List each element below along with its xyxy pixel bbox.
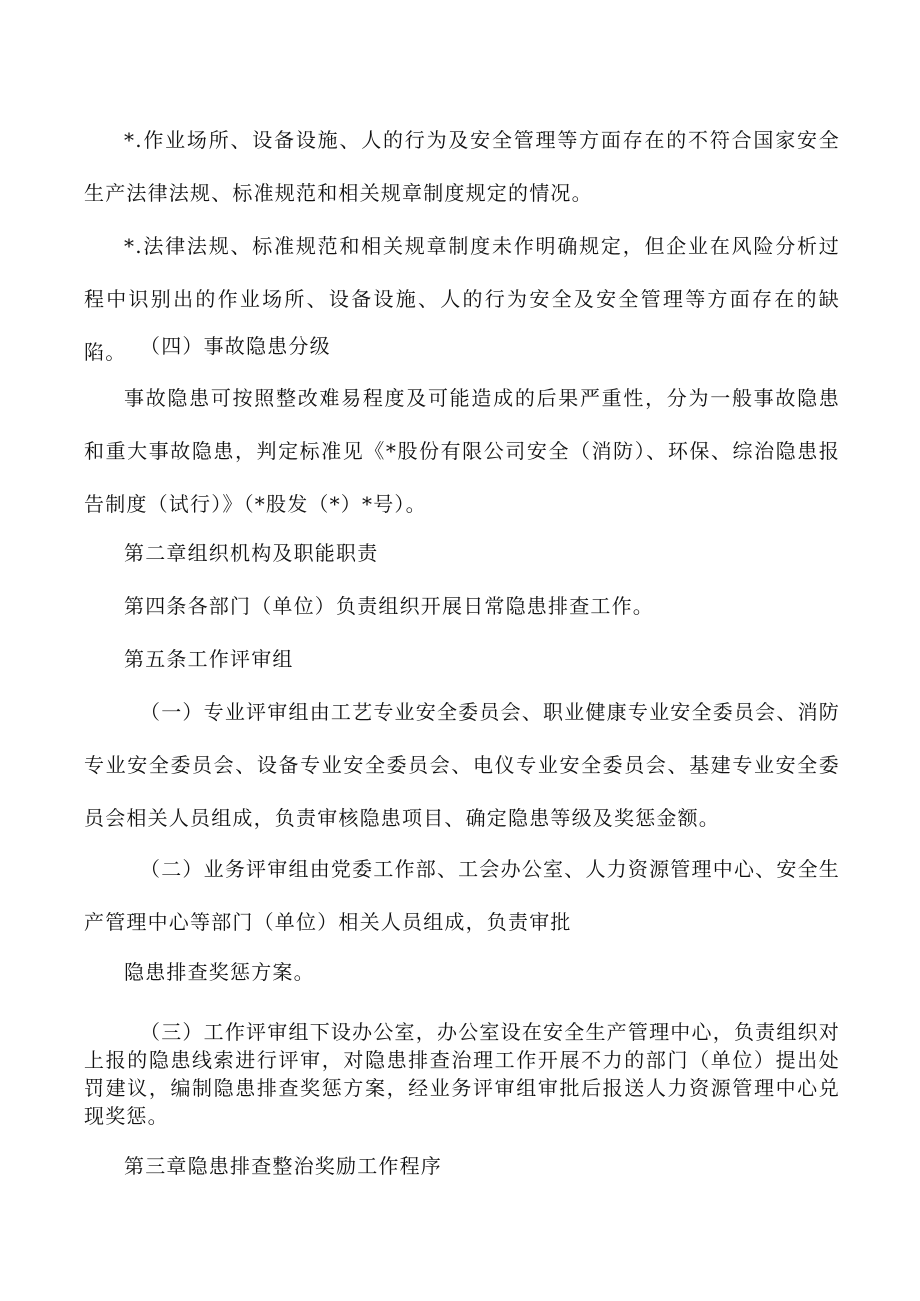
chapter-heading-2: 第二章组织机构及职能职责 bbox=[124, 541, 379, 565]
section-heading-hazard-classification: （四）事故隐患分级 bbox=[140, 334, 331, 358]
paragraph-professional-review-group: （一）专业评审组由工艺专业安全委员会、职业健康专业安全委员会、消防专业安全委员会、设备专业安全委员会、电仪专业安全委员会、基建专业安全委员会相关人员组成，负责审核隐患项目、确定隐患等级及奖惩金额。 bbox=[84, 700, 840, 830]
article-5-heading: 第五条工作评审组 bbox=[124, 647, 294, 671]
paragraph-business-review-group: （二）业务评审组由党委工作部、工会办公室、人力资源管理中心、安全生产管理中心等部门（单位）相关人员组成，负责审批 bbox=[84, 857, 840, 934]
paragraph-hazard-definition-2: *.法律法规、标准规范和相关规章制度未作明确规定，但企业在风险分析过程中识别出的作业场所、设备设施、人的行为安全及安全管理等方面存在的缺陷。 bbox=[84, 234, 840, 364]
paragraph-business-review-continued: 隐患排查奖惩方案。 bbox=[124, 960, 315, 984]
paragraph-hazard-classification: 事故隐患可按照整改难易程度及可能造成的后果严重性，分为一般事故隐患和重大事故隐患，判定标准见《*股份有限公司安全（消防）、环保、综治隐患报告制度（试行）》（*股发（*）*号）。 bbox=[84, 386, 840, 516]
paragraph-hazard-definition-1: *.作业场所、设备设施、人的行为及安全管理等方面存在的不符合国家安全生产法律法规、标准规范和相关规章制度规定的情况。 bbox=[84, 128, 840, 205]
chapter-heading-3: 第三章隐患排查整治奖励工作程序 bbox=[124, 1154, 442, 1178]
paragraph-review-office: （三）工作评审组下设办公室，办公室设在安全生产管理中心，负责组织对上报的隐患线索进行评审，对隐患排查治理工作开展不力的部门（单位）提出处罚建议，编制隐患排查奖惩方案，经业务评审组审批后报送人力资源管理中心兑现奖惩。 bbox=[84, 1020, 840, 1128]
article-4: 第四条各部门（单位）负责组织开展日常隐患排查工作。 bbox=[124, 594, 654, 618]
